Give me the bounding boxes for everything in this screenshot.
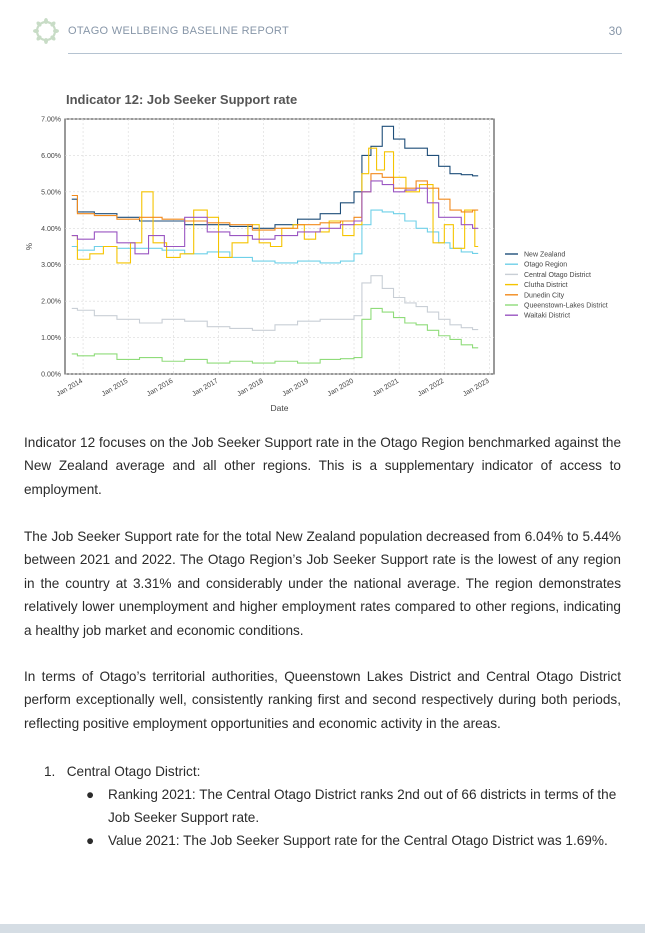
- footer-bar: [0, 924, 645, 933]
- y-tick-label: 6.00%: [41, 152, 61, 160]
- x-tick-label: Jan 2018: [236, 377, 265, 399]
- y-tick-label: 1.00%: [41, 335, 61, 343]
- x-tick-label: Jan 2022: [416, 377, 446, 399]
- list-item-central-otago: [44, 760, 200, 783]
- header-divider: [68, 53, 622, 54]
- y-tick-label: 3.00%: [41, 262, 61, 270]
- report-title: OTAGO WELLBEING BASELINE REPORT: [68, 25, 290, 37]
- x-tick-label: Jan 2021: [371, 377, 401, 399]
- paragraph-national: The Job Seeker Support rate for the total New Zealand population decreased from 6.04% to 5.44% between 2021 and 2022. The Otago Region’s Job Seeker Support rate is the lowest of any region in the country at 3.31% and considerably under the national average. The region demonstrates relatively lower unemployment and higher employment rates compared to other regions, indicating a healthy job market and economic conditions.: [24, 529, 621, 638]
- bullet-dot: ●: [86, 787, 95, 802]
- list-number: 1.: [44, 764, 56, 779]
- job-seeker-chart: [20, 110, 625, 420]
- legend-entry: New Zealand: [524, 251, 566, 259]
- y-axis-label: %: [25, 242, 34, 251]
- legend-entry: Central Otago District: [524, 271, 591, 279]
- x-tick-label: Jan 2016: [145, 377, 175, 399]
- x-tick-label: Jan 2017: [191, 377, 220, 399]
- chart-title: Indicator 12: Job Seeker Support rate: [66, 92, 298, 107]
- legend-entry: Dunedin City: [524, 292, 565, 300]
- y-tick-label: 4.00%: [41, 225, 61, 233]
- x-axis-label: Date: [270, 403, 289, 413]
- page-number: 30: [608, 24, 622, 38]
- x-tick-label: Jan 2019: [281, 377, 310, 399]
- bullet-dot: ●: [86, 833, 95, 848]
- x-tick-label: Jan 2015: [100, 377, 130, 399]
- y-tick-label: 0.00%: [41, 371, 61, 379]
- list-heading: Central Otago District:: [66, 764, 201, 779]
- y-tick-label: 7.00%: [41, 116, 61, 124]
- y-tick-label: 2.00%: [41, 298, 61, 306]
- x-tick-label: Jan 2023: [462, 377, 491, 399]
- legend-entry: Waitaki District: [524, 312, 571, 320]
- bullet-value: [86, 829, 621, 853]
- y-tick-label: 5.00%: [41, 189, 61, 197]
- paragraph-territorial: In terms of Otago’s territorial authorities, Queenstown Lakes District and Central Otago District perform exceptionally well, consistently ranking first and second respectively during both periods, reflecting positive employment opportunities and economic activity in the areas.: [24, 669, 621, 731]
- legend-entry: Clutha District: [524, 282, 568, 290]
- x-tick-label: Jan 2014: [55, 377, 85, 399]
- bullet-ranking: [86, 783, 621, 831]
- bullet-text: Ranking 2021: The Central Otago District ranks 2nd out of 66 districts in terms of the Job Seeker Support rate.: [108, 787, 617, 826]
- x-tick-label: Jan 2020: [326, 377, 356, 399]
- page-header: [0, 0, 645, 60]
- legend-entry: Otago Region: [524, 261, 568, 269]
- legend-entry: Queenstown-Lakes District: [524, 302, 608, 310]
- leaf-ring-logo: [33, 18, 59, 44]
- paragraph-intro: Indicator 12 focuses on the Job Seeker Support rate in the Otago Region benchmarked against the New Zealand average and all other regions. This is a supplementary indicator of access to employment.: [24, 435, 621, 497]
- bullet-text: Value 2021: The Job Seeker Support rate for the Central Otago District was 1.69%.: [108, 833, 608, 848]
